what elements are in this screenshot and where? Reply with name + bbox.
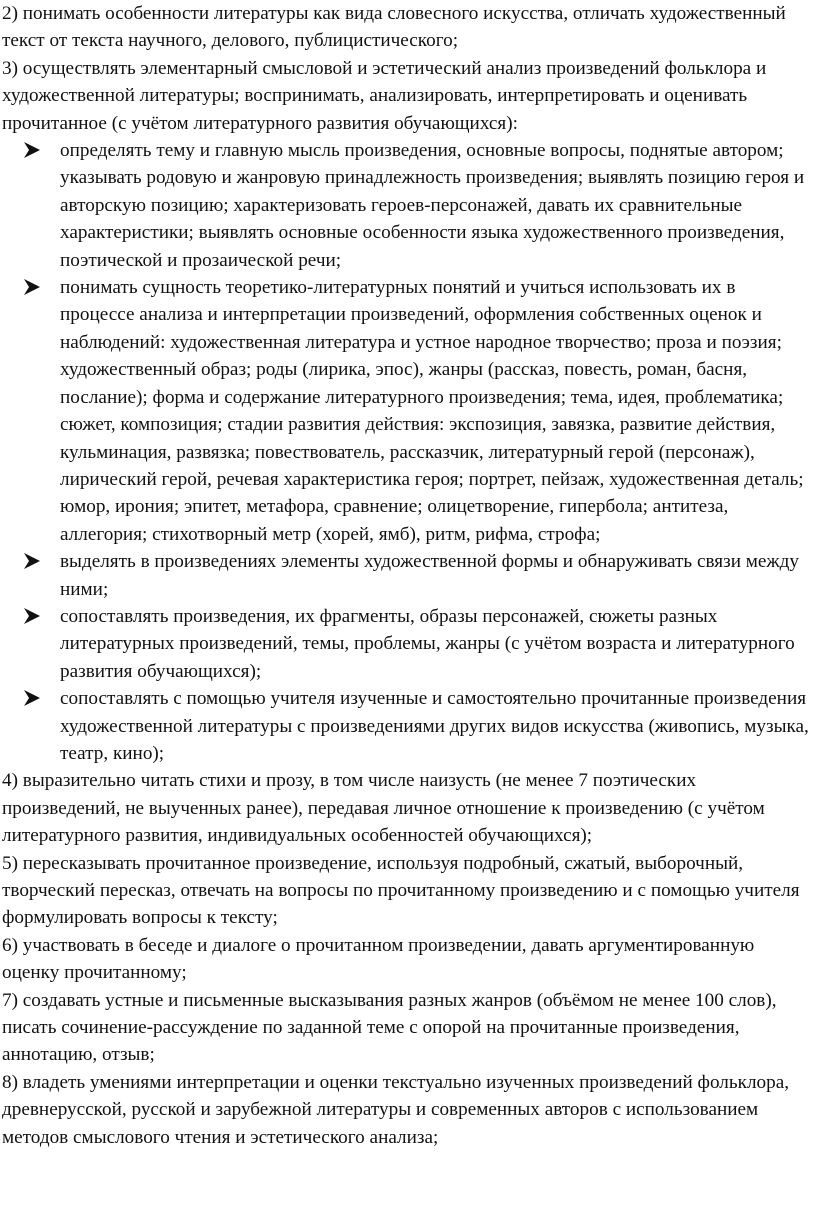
paragraph-6: 6) участвовать в беседе и диалоге о прочитанном произведении, давать аргументированную оценку прочитанному; [2,934,755,984]
list-item [0,685,816,767]
list-item-text: понимать сущность теоретико-литературных понятий и учиться использовать их в процессе анализа и интерпретации произведений, оформления собственных оценок и наблюдений: художественная литература и устное народное творчество; проза и поэзия; художественный образ; роды (лирика, эпос), жанры (рассказ, повесть, роман, басня, послание); форма и содержание литературного произведения; тема, идея, проблематика; сюжет, композиция; стадии развития действия: экспозиция, завязка, развитие действия, кульминация, развязка; повествователь, рассказчик, литературный герой (персонаж), лирический герой, речевая характеристика героя; портрет, пейзаж, художественная деталь; юмор, ирония; эпитет, метафора, сравнение; олицетворение, гипербола; антитеза, аллегория; стихотворный метр (хорей, ямб), ритм, рифма, строфа; [60,277,804,545]
paragraph-3: 3) осуществлять элементарный смысловой и эстетический анализ произведений фольклора и художественной литературы; воспринимать, анализировать, интерпретировать и оценивать прочитанное (с учётом литературного развития обучающихся): [2,57,767,134]
paragraph-4: 4) выразительно читать стихи и прозу, в том числе наизусть (не менее 7 поэтических произведений, не выученных ранее), передавая личное отношение к произведению (с учётом литературного развития, индивидуальных особенностей обучающихся); [2,770,765,847]
arrowhead-bullet-icon [23,552,41,570]
paragraph-8: 8) владеть умениями интерпретации и оценки текстуально изученных произведений фольклора, древнерусской, русской и зарубежной литературы и современных авторов с использованием методов смыслового чтения и эстетического анализа; [2,1071,790,1148]
paragraph-2: 2) понимать особенности литературы как вида словесного искусства, отличать художественный текст от текста научного, делового, публицистического; [2,3,786,52]
list-item-text: сопоставлять произведения, их фрагменты, образы персонажей, сюжеты разных литературных произведений, темы, проблемы, жанры (с учётом возраста и литературного развития обучающихся); [60,605,795,682]
paragraph-5: 5) пересказывать прочитанное произведение, используя подробный, сжатый, выборочный, творческий пересказ, отвечать на вопросы по прочитанному произведению и с помощью учителя формулировать вопросы к тексту; [2,852,800,929]
list-item [0,274,816,548]
paragraph-7: 7) создавать устные и письменные высказывания разных жанров (объёмом не менее 100 слов), писать сочинение-рассуждение по заданной теме с опорой на прочитанные произведения, аннотацию, отзыв; [2,989,777,1066]
arrowhead-bullet-icon [23,689,41,707]
arrowhead-bullet-icon [23,141,41,159]
list-item-text: выделять в произведениях элементы художественной формы и обнаруживать связи между ними; [60,551,800,600]
list-item-text: сопоставлять с помощью учителя изученные и самостоятельно прочитанные произведения художественной литературы с произведениями других видов искусства (живопись, музыка, театр, кино); [60,688,809,764]
arrowhead-bullet-icon [23,607,41,625]
arrowhead-bullet-icon [23,278,41,296]
list-item [0,137,816,274]
list-item [0,548,816,603]
list-item-text: определять тему и главную мысль произведения, основные вопросы, поднятые автором; указывать родовую и жанровую принадлежность произведения; выявлять позицию героя и авторскую позицию; характеризовать героев-персонажей, давать их сравнительные характеристики; выявлять основные особенности языка художественного произведения, поэтической и прозаической речи; [60,140,805,271]
list-item [0,603,816,685]
